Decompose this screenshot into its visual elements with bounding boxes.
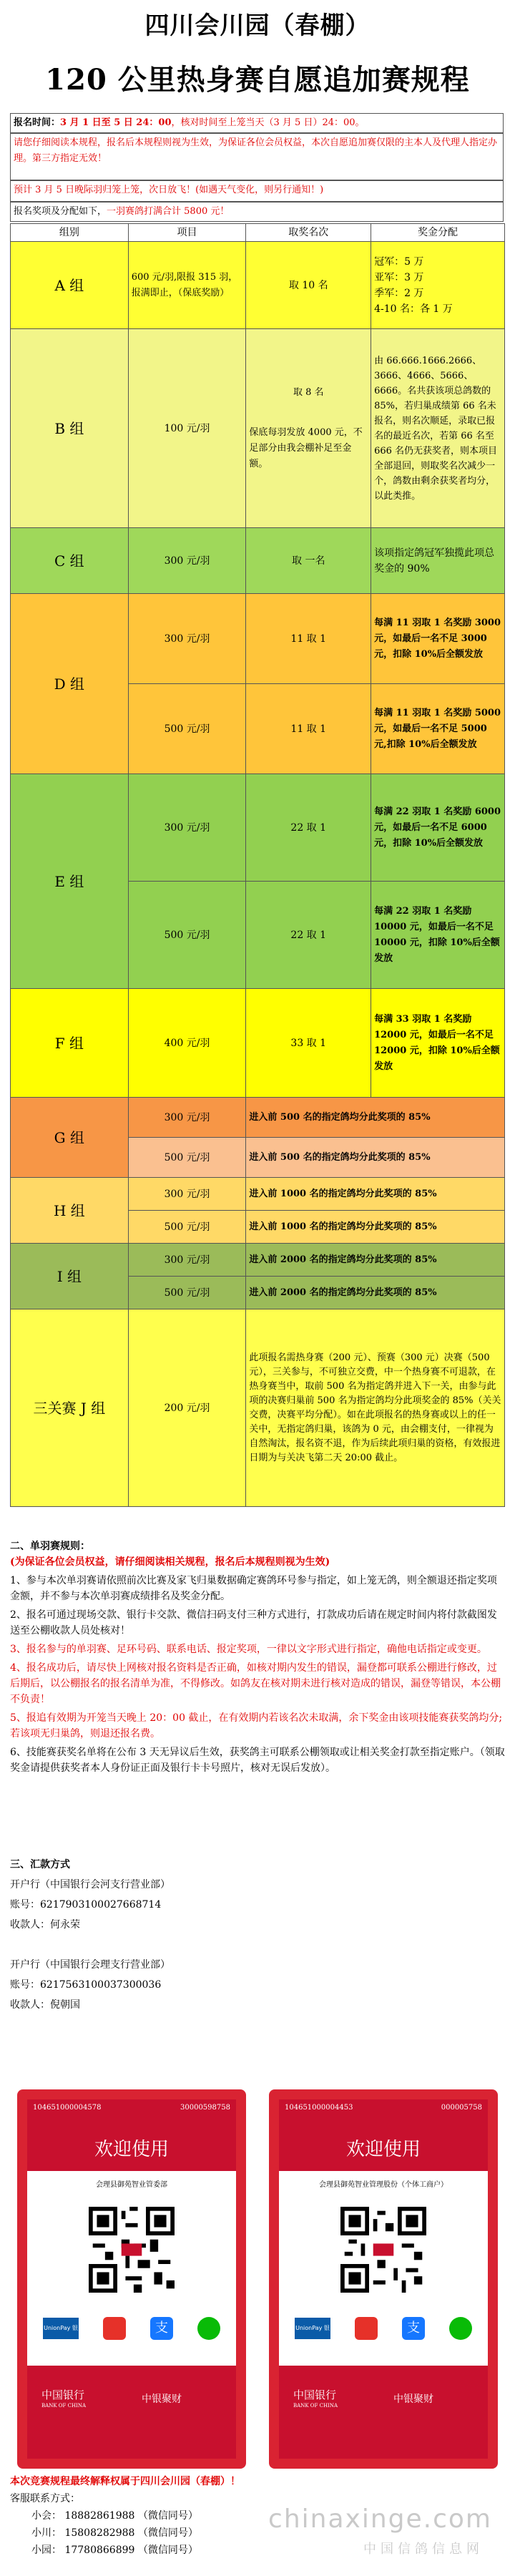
prize-g2: 进入前 500 名的指定鸽均分此奖项的 85% — [246, 1138, 505, 1178]
project-g2: 500 元/羽 — [128, 1138, 246, 1178]
group-i: I 组 — [11, 1244, 129, 1309]
project-a: 600 元/羽,限报 315 羽，报满即止，（保底奖励） — [128, 242, 246, 329]
contact-3: 小园： 17780866899 （微信同号） — [31, 2545, 198, 2556]
notice-prize-setup: 报名奖项及分配如下，一羽赛鸽打满合计 5800 元！ — [10, 202, 504, 222]
prize-i1: 进入前 2000 名的指定鸽均分此奖项的 85% — [246, 1244, 505, 1277]
card2-subtitle: 会理县御苑智业管理股份（个体工商户） — [319, 2181, 448, 2189]
card1-code-right: 30000598758 — [180, 2104, 230, 2112]
project-e2: 500 元/羽 — [128, 882, 246, 989]
prize-c: 该项指定鸽冠军独揽此项总奖金的 90% — [371, 528, 505, 594]
group-f: F 组 — [11, 989, 129, 1098]
project-e1: 300 元/羽 — [128, 774, 246, 882]
rank-c: 取 一名 — [246, 528, 371, 594]
table-row-c — [11, 528, 505, 594]
prize-g1: 进入前 500 名的指定鸽均分此奖项的 85% — [246, 1098, 505, 1138]
card1-welcome: 欢迎使用 — [27, 2128, 236, 2171]
prize-d2: 每满 11 羽取 1 名奖励 5000 元，如最后一名不足 5000 元,扣除 10%后全额发放 — [371, 684, 505, 774]
wechat-pay-icon — [197, 2317, 220, 2340]
card2-code-left: 104651000004453 — [285, 2104, 353, 2112]
account2-bank: 开户行（中国银行会理支行营业部） — [10, 1959, 170, 1971]
notice-time: 报名时间：3 月 1 日至 5 日 24：00，核对时间至上笼当天（3 月 5 日）24：00。 — [10, 113, 504, 133]
table-header-row — [11, 224, 505, 242]
rank-b: 取 8 名 保底每羽发放 4000 元，不足部分由我会棚补足至金额。 — [246, 329, 371, 528]
rules-notice: (为保证各位会员权益，请仔细阅读相关规程，报名后本规程则视为生效) — [10, 1556, 330, 1568]
col-header-rank: 取奖名次 — [246, 224, 371, 242]
prize-e2: 每满 22 羽取 1 名奖励 10000 元，如最后一名不足 10000 元，扣除 10%后全额发放 — [371, 882, 505, 989]
watermark-cn: 中国信鸽信息网 — [363, 2542, 484, 2557]
payment-qr-card-2: 104651000004453 000005758 欢迎使用 会理县御苑智业管理股份（个体工商户） UnionPay 银联 支 中国银行 BANK OF CHINA 中银聚财 — [269, 2089, 498, 2469]
payment-section — [10, 1855, 505, 2015]
card1-boc-logo: 中国银行 — [41, 2389, 85, 2401]
project-d1: 300 元/羽 — [128, 594, 246, 684]
rank-f: 33 取 1 — [246, 989, 371, 1098]
group-c: C 组 — [11, 528, 129, 594]
contact-1: 小会： 18882861988 （微信同号） — [31, 2510, 198, 2522]
prize-e1: 每满 22 羽取 1 名奖励 6000 元，如最后一名不足 6000 元，扣除 10%后全额发放 — [371, 774, 505, 882]
table-row-f — [11, 989, 505, 1098]
cloud-pay-icon — [103, 2317, 126, 2340]
group-a: A 组 — [11, 242, 129, 329]
table-row-h1 — [11, 1178, 505, 1211]
account1-name: 收款人：何永荣 — [10, 1919, 80, 1931]
project-i1: 300 元/羽 — [128, 1244, 246, 1277]
table-row-d1 — [11, 594, 505, 684]
card1-subtitle: 会理县御苑智业管委部 — [96, 2181, 167, 2189]
project-c: 300 元/羽 — [128, 528, 246, 594]
cloud-pay-icon — [355, 2317, 378, 2340]
account1-number: 账号：6217903100027668714 — [10, 1899, 162, 1911]
project-f: 400 元/羽 — [128, 989, 246, 1098]
alipay-icon: 支 — [150, 2317, 173, 2340]
project-h1: 300 元/羽 — [128, 1178, 246, 1211]
rule-3: 3、报名参与的单羽赛、足环号码、联系电话、报定奖项，一律以文字形式进行指定，确他电话指定或变更。 — [10, 1644, 487, 1655]
card2-pay-icons — [295, 2314, 472, 2353]
watermark-url: chinaxinge.com — [268, 2504, 492, 2534]
project-g1: 300 元/羽 — [128, 1098, 246, 1138]
rules-title: 二、单羽赛规则： — [10, 1541, 90, 1552]
prize-h1: 进入前 1000 名的指定鸽均分此奖项的 85% — [246, 1178, 505, 1211]
table-row-j — [11, 1309, 505, 1507]
rank-e2: 22 取 1 — [246, 882, 371, 989]
group-g: G 组 — [11, 1098, 129, 1178]
group-e: E 组 — [11, 774, 129, 989]
project-j: 200 元/羽 — [128, 1309, 246, 1507]
prize-f: 每满 33 羽取 1 名奖励 12000 元，如最后一名不足 12000 元，扣除 10%后全额发放 — [371, 989, 505, 1098]
rule-1: 1、参与本次单羽赛请依照前次比赛及家飞归巢数据确定赛鸽环号参与指定，如上笼无鸽，则全额退还指定奖项金额，并不参与本次单羽赛成绩排名及奖金分配。 — [10, 1575, 497, 1602]
group-b: B 组 — [11, 329, 129, 528]
card1-code-left: 104651000004578 — [33, 2104, 102, 2112]
prize-h2: 进入前 1000 名的指定鸽均分此奖项的 85% — [246, 1211, 505, 1244]
alipay-icon: 支 — [402, 2317, 425, 2340]
page-subtitle: 120 公里热身赛自愿追加赛规程 — [45, 63, 470, 97]
notice-read-rules: 请您仔细阅读本规程，报名后本规程则视为生效，为保证各位会员权益，本次自愿追加赛仅限的主本人及代理人指定办理。第三方指定无效！ — [10, 133, 504, 180]
col-header-group: 组别 — [11, 224, 129, 242]
col-header-prize: 奖金分配 — [371, 224, 505, 242]
rank-d1: 11 取 1 — [246, 594, 371, 684]
table-row-i1 — [11, 1244, 505, 1277]
qr-code-icon[interactable] — [340, 2207, 426, 2293]
card1-app-logo: 中银聚财 — [142, 2394, 182, 2405]
page-title: 四川会川园（春棚） — [144, 11, 371, 40]
unionpay-icon: UnionPay 银联 — [43, 2318, 79, 2339]
prize-table — [10, 223, 505, 1507]
card2-welcome: 欢迎使用 — [279, 2128, 488, 2171]
document-page — [10, 0, 505, 2576]
col-header-project: 项目 — [128, 224, 246, 242]
prize-d1: 每满 11 羽取 1 名奖励 3000 元，如最后一名不足 3000 元，扣除 10%后全额发放 — [371, 594, 505, 684]
prize-a: 冠军：5 万 亚军：3 万 季军：2 万 4-10 名：各 1 万 — [371, 242, 505, 329]
account2-number: 账号：6217563100037300036 — [10, 1979, 162, 1991]
project-d2: 500 元/羽 — [128, 684, 246, 774]
card2-code-right: 000005758 — [441, 2104, 482, 2112]
group-h: H 组 — [11, 1178, 129, 1244]
qr-code-icon[interactable] — [89, 2207, 175, 2293]
rank-d2: 11 取 1 — [246, 684, 371, 774]
group-d: D 组 — [11, 594, 129, 774]
rule-6: 6、技能赛获奖名单将在公布 3 天无异议后生效，获奖鸽主可联系公棚领取或让相关奖金打款至指定账户。（领取奖金请提供获奖者本人身份证正面及银行卡卡号照片，核对无误后发放）。 — [10, 1747, 505, 1774]
contact-2: 小川： 15808282988 （微信同号） — [31, 2527, 198, 2539]
prize-j: 此项报名需热身赛（200 元）、预赛（300 元）决赛（500 元），三关参与，不可独立交费，中一个热身赛不可退款，在热身赛当中，取前 500 名为指定鸽并进入下一关，由参与此项的决赛归巢前 500 名为指定鸽均分此项奖金的 85%（关关交费，决赛平均分配）。如在此项报名的热身赛或以上的任一关中，无指定鸽归巢，该鸽为 0 元，由会棚支付，一律视为自然淘汰，报名资不退，作为后续此项归巢的资格，有效报进日期为与关决飞第二天 20:00 截止。 — [246, 1309, 505, 1507]
project-i2: 500 元/羽 — [128, 1277, 246, 1309]
table-row-b — [11, 329, 505, 528]
table-row-e1 — [11, 774, 505, 882]
payment-title: 三、汇款方式 — [10, 1859, 70, 1870]
final-interpretation: 本次竞赛规程最终解释权属于四川会川园（春棚）！ — [10, 2476, 240, 2487]
rule-5: 5、报追有效期为开笼当天晚上 20：00 截止，在有效期内若该名次未取满，余下奖金由该项技能赛获奖鸽均分;若该项无归巢鸽，则退还报名费。 — [10, 1712, 503, 1740]
table-row-g1 — [11, 1098, 505, 1138]
account1-bank: 开户行（中国银行会河支行营业部） — [10, 1879, 170, 1890]
payment-qr-card-1: 104651000004578 30000598758 欢迎使用 会理县御苑智业管委部 UnionPay 银联 支 中国银行 BANK OF CHINA 中银聚财 — [17, 2089, 246, 2469]
notice-release: 预计 3 月 5 日晚际羽归笼上笼，次日放飞！(如遇天气变化，则另行通知！) — [10, 180, 504, 202]
rules-section — [10, 1538, 505, 1776]
project-h2: 500 元/羽 — [128, 1211, 246, 1244]
rank-e1: 22 取 1 — [246, 774, 371, 882]
card1-pay-icons — [43, 2314, 220, 2353]
rule-4: 4、报名成功后，请尽快上网核对报名资料是否正确，如核对期内发生的错误，漏登都可联系公棚进行修改，过后期后，以公棚报名的报名清单为准，不得修改。如鸽友在核对期未进行核对造成的错误，漏登等错误，本公棚不负责！ — [10, 1662, 501, 1705]
project-b: 100 元/羽 — [128, 329, 246, 528]
contact-title: 客服联系方式： — [10, 2493, 80, 2504]
card2-app-logo: 中银聚财 — [393, 2394, 433, 2405]
prize-i2: 进入前 2000 名的指定鸽均分此奖项的 85% — [246, 1277, 505, 1309]
unionpay-icon: UnionPay 银联 — [295, 2318, 330, 2339]
group-j: 三关赛 J 组 — [11, 1309, 129, 1507]
card2-boc-logo: 中国银行 — [293, 2389, 337, 2401]
rank-a: 取 10 名 — [246, 242, 371, 329]
account2-name: 收款人：倪朝国 — [10, 1999, 80, 2011]
rule-2: 2、报名可通过现场交款、银行卡交款、微信扫码支付三种方式进行，打款成功后请在规定时间内将付款截图发送至公棚收款人员处核对！ — [10, 1609, 497, 1636]
wechat-pay-icon — [449, 2317, 472, 2340]
prize-b: 由 66.666.1666.2666、3666、4666、5666、6666。名共获该项总鸽数的 85%，若归巢成绩第 66 名未报名，则名次顺延，录取已报名的最近名次，若第 66 名至 666 名仍无获奖者，则本项目全部退回，则取奖名次减少一个，鸽数由剩余获奖者均分，以此类推。 — [371, 329, 505, 528]
table-row-a — [11, 242, 505, 329]
